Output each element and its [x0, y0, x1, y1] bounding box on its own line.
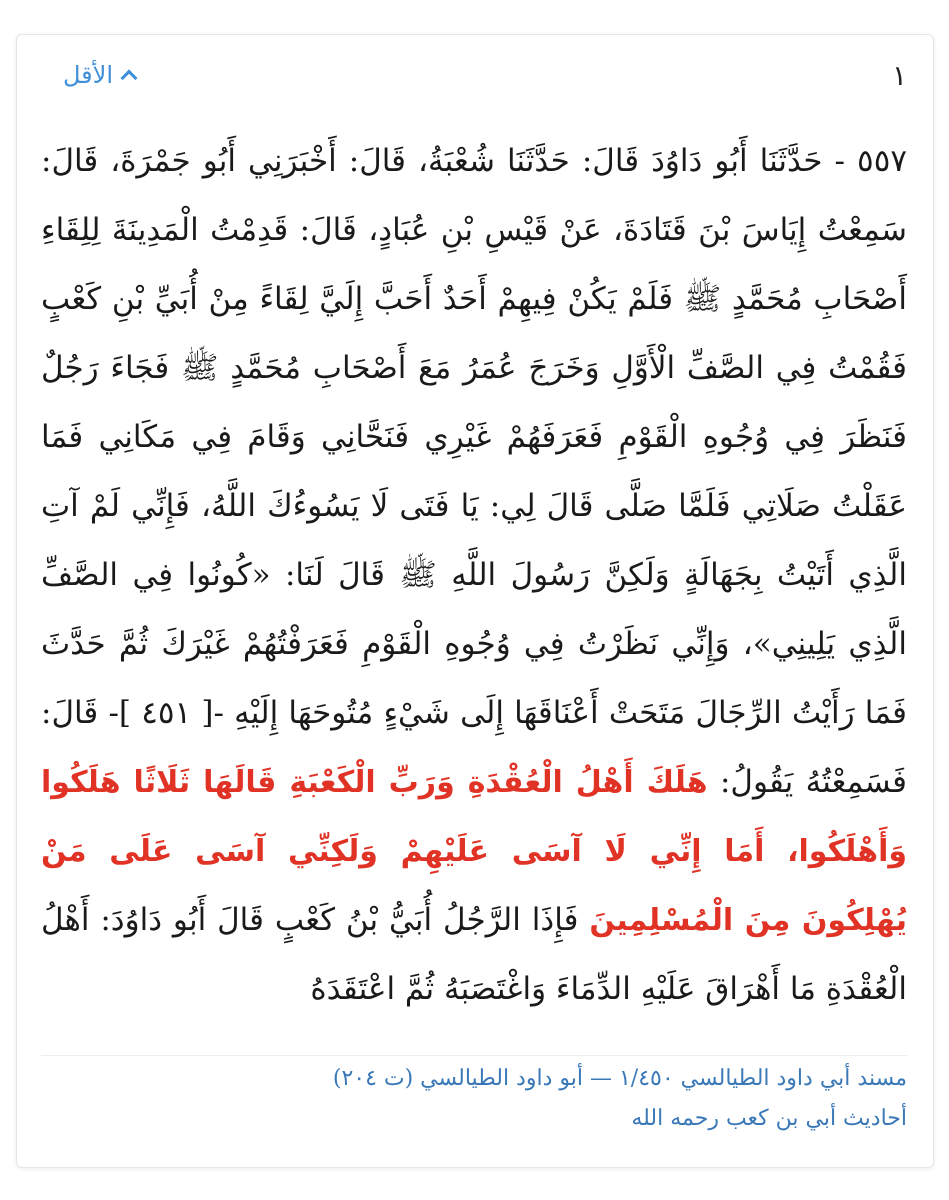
card-header [17, 59, 933, 99]
hadith-text-part1: ٥٥٧ - حَدَّثَنَا أَبُو دَاوُدَ قَالَ: حَدَّثَنَا شُعْبَةُ، قَالَ: أَخْبَرَنِي أَبُو جَمْرَةَ، قَالَ: سَمِعْتُ إِيَاسَ بْنَ قَتَادَةَ، عَنْ قَيْسِ بْنِ عُبَادٍ، قَالَ: قَدِمْتُ الْمَدِينَةَ لِلِقَاءِ أَصْحَابِ مُحَمَّدٍ ﷺ فَلَمْ يَكُنْ فِيهِمْ أَحَدٌ أَحَبَّ إِلَيَّ لِقَاءً مِنْ أُبَيِّ بْنِ كَعْبٍ فَقُمْتُ فِي الصَّفِّ الْأَوَّلِ وَخَرَجَ عُمَرُ مَعَ أَصْحَابِ مُحَمَّدٍ ﷺ فَجَاءَ رَجُلٌ فَنَظَرَ فِي وُجُوهِ الْقَوْمِ فَعَرَفَهُمْ غَيْرِي فَنَحَّانِي وَقَامَ فِي مَكَانِي فَمَا عَقَلْتُ صَلَاتِي فَلَمَّا صَلَّى قَالَ لِي: يَا فَتَى لَا يَسُوءُكَ اللَّهُ، فَإِنِّي لَمْ آتِ الَّذِي أَتَيْتُ بِجَهَالَةٍ وَلَكِنَّ رَسُولَ اللَّهِ ﷺ قَالَ لَنَا: «كُونُوا فِي الصَّفِّ الَّذِي يَلِينِي»، وَإِنِّي نَظَرْتُ فِي وُجُوهِ الْقَوْمِ فَعَرَفْتُهُمْ غَيْرَكَ ثُمَّ حَدَّثَ فَمَا رَأَيْتُ الرِّجَالَ مَتَحَتْ أَعْنَاقَهَا إِلَى شَيْءٍ مُتُوحَهَا إِلَيْهِ -[ ٤٥١ ]- قَالَ: فَسَمِعْتُهُ يَقُولُ: [41, 143, 907, 800]
hadith-text [41, 127, 907, 1024]
source-chapter-link[interactable]: أحاديث أبي بن كعب رحمه الله [631, 1106, 907, 1131]
hadith-card [16, 34, 934, 1168]
hadith-text-part2: فَإِذَا الرَّجُلُ أُبَيُّ بْنُ كَعْبٍ قَالَ أَبُو دَاوُدَ: أَهْلُ الْعُقْدَةِ مَا أَهْرَاقَ عَلَيْهِ الدِّمَاءَ وَاغْتَصَبَهُ ثُمَّ اعْتَقَدَهُ [41, 902, 907, 1007]
chevron-up-icon [121, 70, 138, 87]
source-reference [41, 1059, 907, 1139]
divider [41, 1055, 907, 1056]
source-book-link[interactable]: مسند أبي داود الطيالسي ١/٤٥٠ — أبو داود الطيالسي (ت ٢٠٤) [332, 1066, 907, 1091]
show-less-button[interactable] [63, 61, 135, 89]
hadith-number: ١ [891, 59, 907, 92]
hadith-highlighted-text: هَلَكَ أَهْلُ الْعُقْدَةِ وَرَبِّ الْكَعْبَةِ قَالَهَا ثَلَاثًا هَلَكُوا وَأَهْلَكُوا، أَمَا إِنِّي لَا آسَى عَلَيْهِمْ وَلَكِنِّي آسَى عَلَى مَنْ يُهْلِكُونَ مِنَ الْمُسْلِمِينَ [41, 765, 907, 938]
show-less-label: الأقل [63, 61, 114, 89]
